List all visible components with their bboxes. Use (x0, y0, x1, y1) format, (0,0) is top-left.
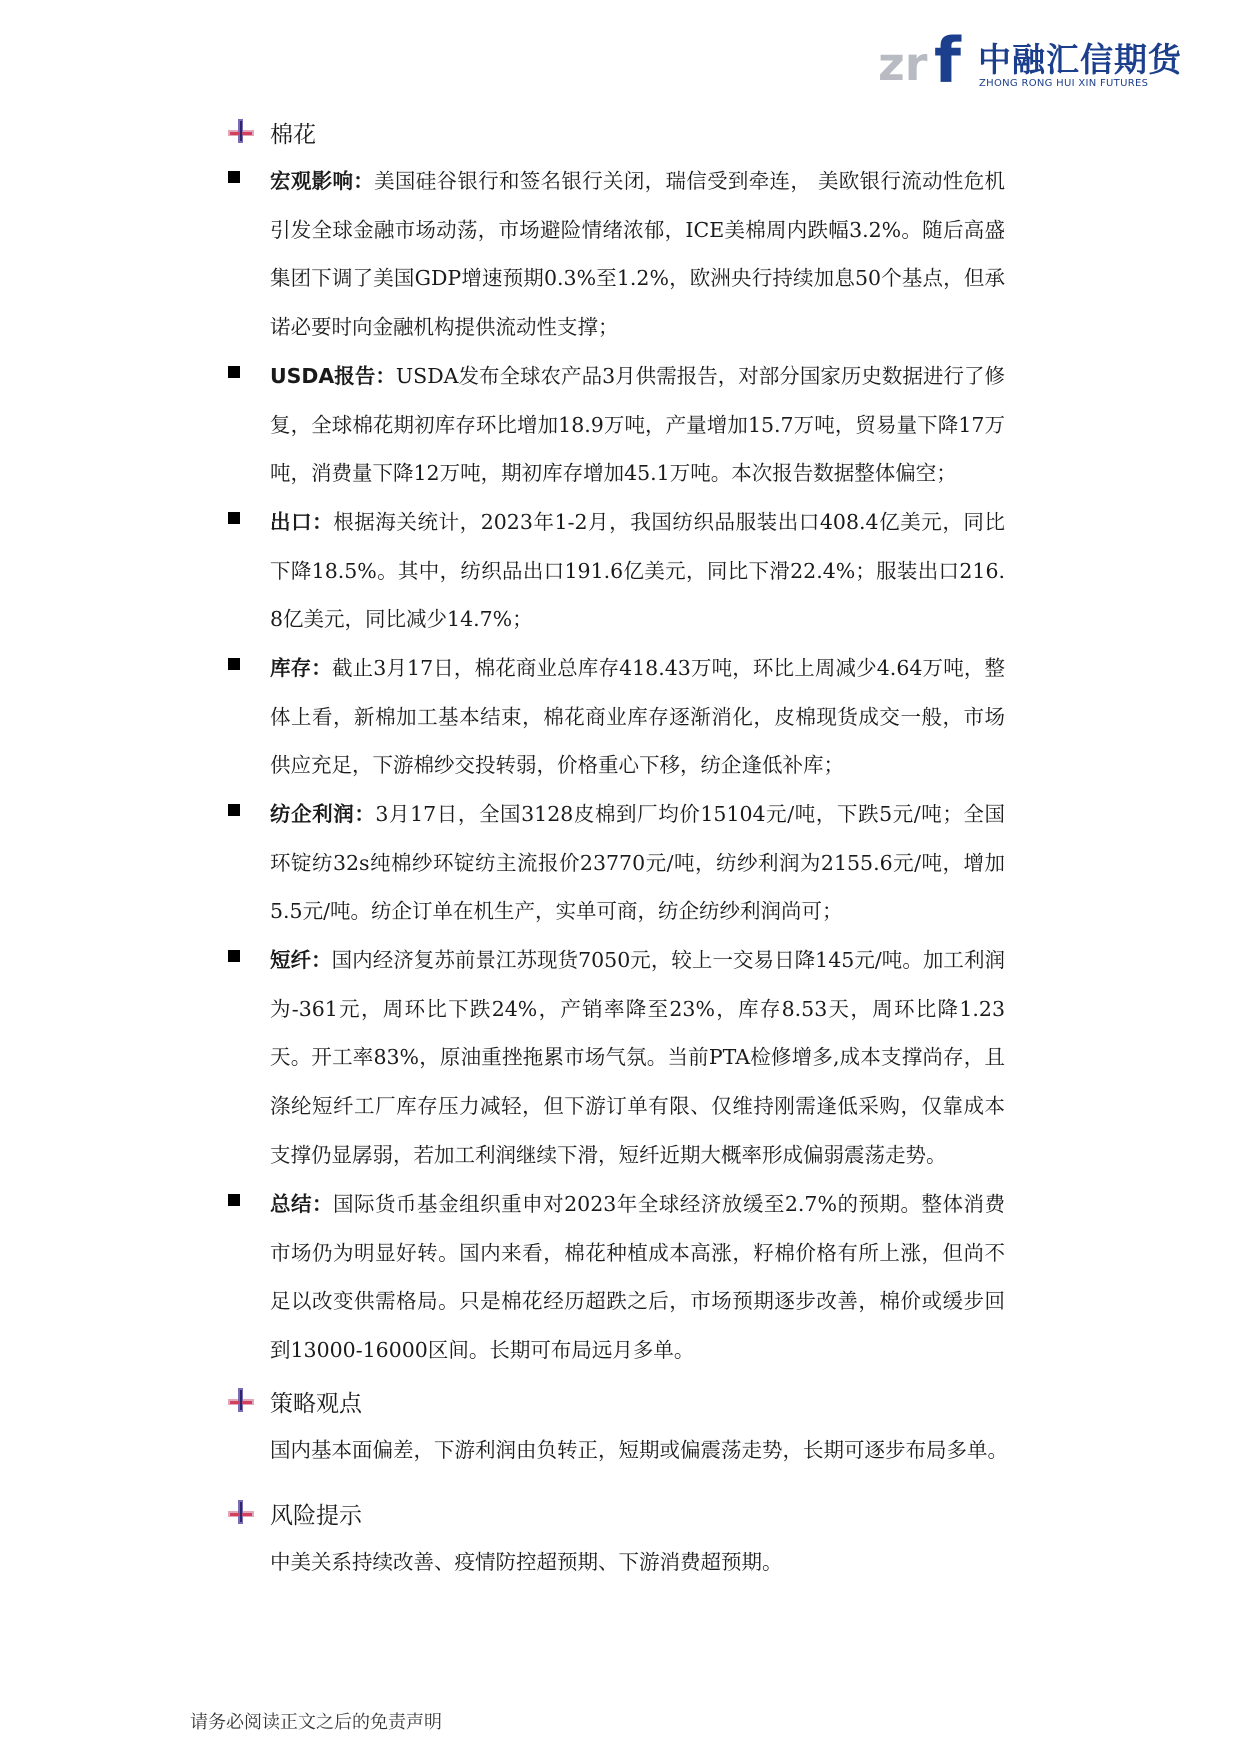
svg-text:zr: zr (878, 37, 928, 91)
bullet-lead: 总结： (270, 1192, 334, 1216)
square-bullet-icon (228, 658, 240, 670)
disclaimer-note: 请务必阅读正文之后的免责声明 (190, 1712, 442, 1733)
section-heading-text: 策略观点 (270, 1390, 362, 1417)
bullet-lead: 宏观影响： (270, 169, 375, 193)
square-bullet-icon (228, 804, 240, 816)
bullet-body (270, 1180, 1005, 1375)
bullet-text: 美国硅谷银行和签名银行关闭，瑞信受到牵连， 美欧银行流动性危机引发全球金融市场动荡，市场避险情绪浓郁，ICE美棉周内跌幅3.2%。随后高盛集团下调了美国GDP增速预期0.3%至1.2%，欧洲央行持续加息50个基点，但承诺必要时向金融机构提供流动性支撑； (270, 169, 1006, 340)
section-heading-text: 风险提示 (270, 1502, 362, 1529)
bullet-text: USDA发布全球农产品3月供需报告，对部分国家历史数据进行了修复，全球棉花期初库存环比增加18.9万吨，产量增加15.7万吨，贸易量下降17万吨，消费量下降12万吨，期初库存增加45.1万吨。本次报告数据整体偏空； (270, 364, 1005, 486)
company-logo (878, 28, 1182, 92)
cross-bullet-icon (226, 1498, 256, 1528)
bullet-lead: 短纤： (270, 948, 332, 972)
square-bullet-icon (228, 512, 240, 524)
section-heading-text: 棉花 (270, 121, 316, 148)
cross-bullet-icon (226, 117, 256, 147)
bullet-lead: 库存： (270, 656, 332, 680)
bullet-body (270, 498, 1005, 644)
square-bullet-icon (228, 1194, 240, 1206)
section-heading-risk (226, 1495, 362, 1531)
square-bullet-icon (228, 171, 240, 183)
bullet-lead: USDA报告： (270, 364, 396, 388)
section-heading-cotton (226, 114, 316, 150)
risk-paragraph: 中美关系持续改善、疫情防控超预期、下游消费超预期。 (270, 1550, 783, 1574)
logo-chinese-name: 中融汇信期货 (978, 40, 1182, 79)
square-bullet-icon (228, 366, 240, 378)
bullet-lead: 纺企利润： (270, 802, 376, 826)
section-heading-strategy (226, 1383, 362, 1419)
bullet-text: 截止3月17日，棉花商业总库存418.43万吨，环比上周减少4.64万吨，整体上看，新棉加工基本结束，棉花商业库存逐渐消化，皮棉现货成交一般，市场供应充足，下游棉纱交投转弱，价格重心下移，纺企逢低补库； (270, 656, 1005, 778)
bullet-body (270, 790, 1005, 936)
bullet-text: 根据海关统计，2023年1-2月，我国纺织品服装出口408.4亿美元，同比下降18.5%。其中，纺织品出口191.6亿美元，同比下滑22.4%；服装出口216.8亿美元，同比减少14.7%； (270, 510, 1006, 632)
bullet-text: 国内经济复苏前景江苏现货7050元，较上一交易日降145元/吨。加工利润为-361元，周环比下跌24%，产销率降至23%，库存8.53天，周环比降1.23天。开工率83%，原油重挫拖累市场气氛。当前PTA检修增多,成本支撑尚存，且涤纶短纤工厂库存压力减轻，但下游订单有限、仅维持刚需逢低采购，仅靠成本支撑仍显孱弱，若加工利润继续下滑，短纤近期大概率形成偏弱震荡走势。 (270, 948, 1005, 1167)
bullet-body (270, 157, 1005, 352)
cross-bullet-icon (226, 1386, 256, 1416)
logo-english-name: ZHONG RONG HUI XIN FUTURES (979, 78, 1149, 89)
square-bullet-icon (228, 950, 240, 962)
bullet-lead: 出口： (270, 510, 334, 534)
bullet-body (270, 352, 1005, 498)
svg-text:f: f (934, 28, 961, 92)
bullet-body (270, 644, 1005, 790)
logo-mark-icon (878, 28, 970, 92)
strategy-paragraph: 国内基本面偏差，下游利润由负转正，短期或偏震荡走势，长期可逐步布局多单。 (270, 1438, 1008, 1462)
bullet-text: 国际货币基金组织重申对2023年全球经济放缓至2.7%的预期。整体消费市场仍为明显好转。国内来看，棉花种植成本高涨，籽棉价格有所上涨，但尚不足以改变供需格局。只是棉花经历超跌之后，市场预期逐步改善，棉价或缓步回到13000-16000区间。长期可布局远月多单。 (270, 1192, 1005, 1363)
bullet-text: 3月17日，全国3128皮棉到厂均价15104元/吨，下跌5元/吨；全国环锭纺32s纯棉纱环锭纺主流报价23770元/吨，纺纱利润为2155.6元/吨，增加5.5元/吨。纺企订单在机生产，实单可商，纺企纺纱利润尚可； (270, 802, 1006, 924)
bullet-body (270, 936, 1005, 1180)
